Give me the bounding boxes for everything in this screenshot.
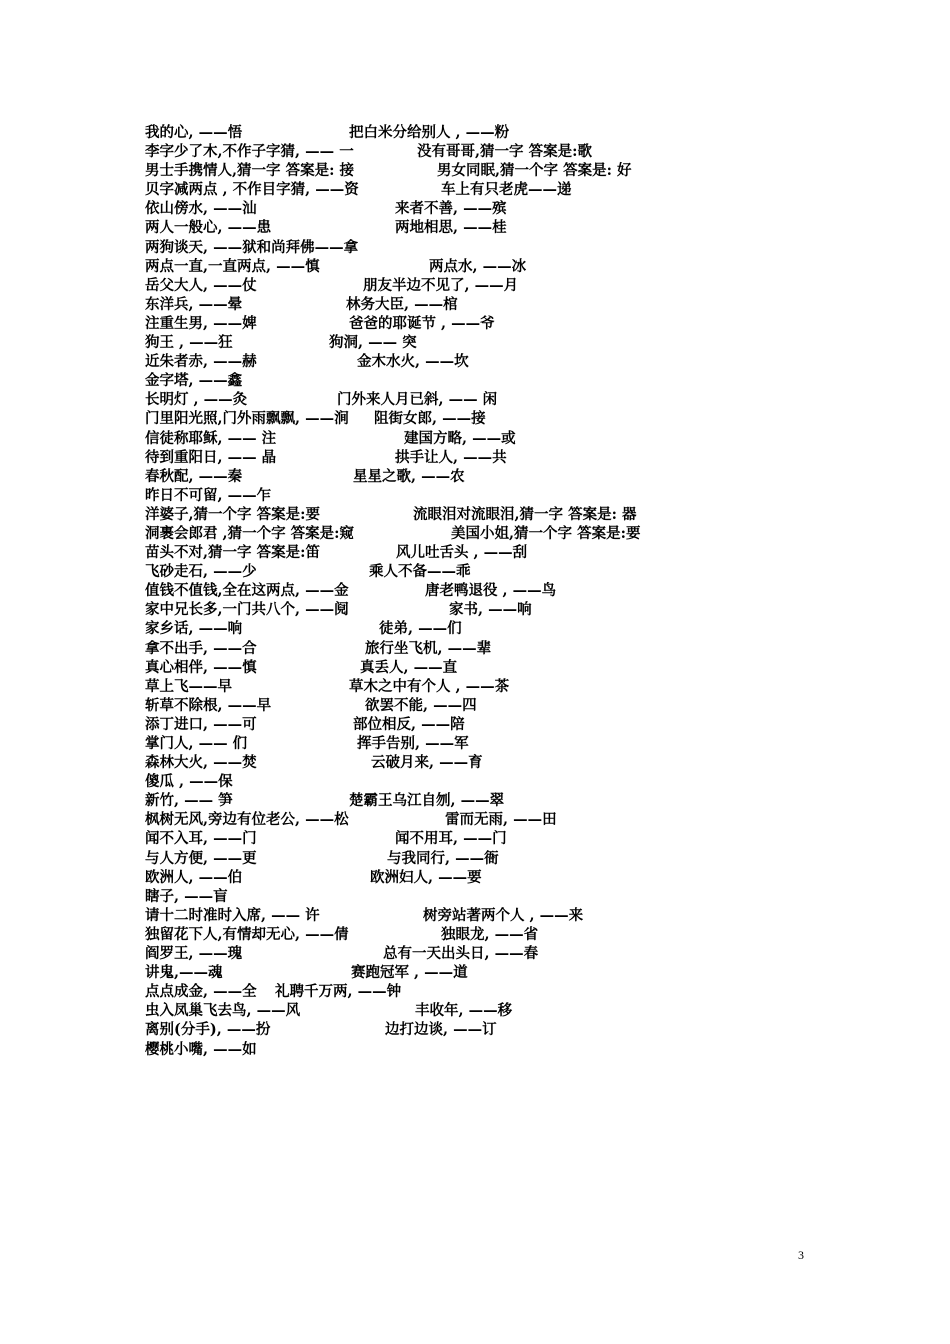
riddle-row	[145, 218, 865, 237]
riddle-right: 礼聘千万两, ——钟	[275, 983, 402, 1001]
riddle-row	[145, 925, 865, 944]
riddle-row	[145, 696, 865, 715]
riddle-row	[145, 352, 865, 371]
riddle-left: 樱桃小嘴, ——如	[145, 1040, 257, 1058]
riddle-row	[145, 276, 865, 295]
riddle-left: 值钱不值钱,全在这两点, ——金	[145, 582, 349, 600]
riddle-left: 近朱者赤, ——赫	[145, 353, 257, 371]
riddle-row	[145, 944, 865, 963]
riddle-row	[145, 868, 865, 887]
riddle-right: 风儿吐舌头 , ——刮	[396, 544, 528, 562]
riddle-right: 狗洞, —— 突	[329, 334, 417, 352]
riddle-left: 两点一直,一直两点, ——慎	[145, 257, 320, 275]
riddle-row	[145, 333, 865, 352]
riddle-right: 雷而无雨, ——田	[445, 811, 557, 829]
riddle-right: 欧洲妇人, ——要	[370, 868, 482, 886]
riddle-left: 两狗谈天, ——狱和尚拜佛——拿	[145, 238, 359, 256]
riddle-right: 男女同眠,猜一个字 答案是: 好	[437, 162, 632, 180]
riddle-left: 新竹, —— 笋	[145, 792, 233, 810]
riddle-left: 傻瓜 , ——保	[145, 773, 233, 791]
riddle-right: 真丢人, ——直	[360, 658, 458, 676]
riddle-left: 家中兄长多,一门共八个, ——阋	[145, 601, 349, 619]
riddle-right: 车上有只老虎——递	[441, 181, 572, 199]
riddle-left: 春秋配, ——秦	[145, 467, 243, 485]
riddle-right: 建国方略, ——或	[404, 429, 516, 447]
riddle-right: 楚霸王乌江自刎, ——翠	[349, 792, 505, 810]
riddle-left: 我的心, ——悟	[145, 124, 243, 141]
riddle-left: 男士手携情人,猜一字 答案是: 接	[145, 162, 354, 180]
riddle-right: 草木之中有个人 , ——茶	[349, 677, 510, 695]
riddle-left: 独留花下人,有情却无心, ——倩	[145, 925, 349, 943]
riddle-left: 阎罗王, ——瑰	[145, 945, 243, 963]
riddle-row	[145, 371, 865, 390]
riddle-left: 讲鬼,——魂	[145, 964, 223, 982]
riddle-row	[145, 486, 865, 505]
riddle-left: 点点成金, ——全	[145, 983, 257, 1001]
riddle-right: 乘人不备——乖	[369, 563, 471, 581]
riddle-right: 丰收年, ——移	[415, 1002, 513, 1020]
riddle-row	[145, 639, 865, 658]
riddle-left: 与人方便, ——更	[145, 849, 257, 867]
riddle-left: 拿不出手, ——合	[145, 639, 257, 657]
riddle-right: 两点水, ——冰	[429, 257, 527, 275]
riddle-left: 苗头不对,猜一字 答案是:笛	[145, 544, 320, 562]
riddle-right: 家书, ——响	[449, 601, 532, 619]
riddle-list	[145, 123, 865, 1059]
riddle-right: 把白米分给别人 , ——粉	[349, 124, 510, 141]
riddle-right: 与我同行, ——衙	[387, 849, 499, 867]
riddle-left: 金字塔, ——鑫	[145, 372, 243, 390]
riddle-row	[145, 467, 865, 486]
riddle-left: 闻不入耳, ——门	[145, 830, 257, 848]
riddle-right: 两地相思, ——桂	[395, 219, 507, 237]
riddle-left: 飞砂走石, ——少	[145, 563, 257, 581]
riddle-left: 添丁进口, ——可	[145, 715, 257, 733]
riddle-left: 真心相伴, ——慎	[145, 658, 257, 676]
riddle-row	[145, 543, 865, 562]
riddle-left: 待到重阳日, —— 晶	[145, 448, 277, 466]
riddle-right: 金木水火, ——坎	[357, 353, 469, 371]
riddle-row	[145, 810, 865, 829]
riddle-left: 草上飞——早	[145, 677, 232, 695]
riddle-row	[145, 887, 865, 906]
riddle-right: 旅行坐飞机, ——辈	[365, 639, 492, 657]
riddle-row	[145, 448, 865, 467]
riddle-left: 贝字减两点 , 不作目字猜, ——资	[145, 181, 359, 199]
riddle-row	[145, 734, 865, 753]
riddle-row	[145, 772, 865, 791]
riddle-left: 森林大火, ——焚	[145, 754, 257, 772]
riddle-row	[145, 390, 865, 409]
riddle-left: 枫树无风,旁边有位老公, ——松	[145, 811, 349, 829]
riddle-left: 斩草不除根, ——早	[145, 696, 272, 714]
riddle-right: 赛跑冠军 , ——道	[351, 964, 468, 982]
riddle-left: 东洋兵, ——晕	[145, 295, 243, 313]
riddle-row	[145, 123, 865, 142]
riddle-row	[145, 180, 865, 199]
riddle-row	[145, 314, 865, 333]
riddle-right: 徒弟, ——们	[379, 620, 462, 638]
riddle-left: 瞎子, ——盲	[145, 887, 228, 905]
riddle-right: 唐老鸭退役 , ——鸟	[425, 582, 557, 600]
riddle-row	[145, 1020, 865, 1039]
riddle-right: 星星之歌, ——农	[353, 467, 465, 485]
riddle-row	[145, 142, 865, 161]
riddle-left: 狗王 , ——狂	[145, 334, 233, 352]
riddle-left: 岳父大人, ——仗	[145, 276, 257, 294]
riddle-left: 虫入凤巢飞去鸟, ——风	[145, 1002, 301, 1020]
riddle-right: 拱手让人, ——共	[395, 448, 507, 466]
riddle-right: 美国小姐,猜一个字 答案是:要	[451, 524, 641, 542]
riddle-right: 总有一天出头日, ——春	[383, 945, 539, 963]
riddle-row	[145, 524, 865, 543]
riddle-right: 部位相反, ——陪	[353, 715, 465, 733]
riddle-row	[145, 829, 865, 848]
riddle-left: 两人一般心, ——患	[145, 219, 272, 237]
riddle-right: 挥手告别, ——军	[357, 735, 469, 752]
riddle-right: 爸爸的耶诞节 , ——爷	[349, 314, 495, 332]
riddle-row	[145, 677, 865, 696]
riddle-right: 林务大臣, ——棺	[346, 295, 458, 313]
riddle-row	[145, 562, 865, 581]
riddle-row	[145, 505, 865, 524]
riddle-row	[145, 849, 865, 868]
riddle-right: 朋友半边不见了, ——月	[363, 276, 519, 294]
riddle-left: 掌门人, —— 们	[145, 735, 248, 752]
riddle-left: 门里阳光照,门外雨飘飘, ——涧	[145, 410, 349, 428]
riddle-row	[145, 1040, 865, 1059]
riddle-left: 家乡话, ——响	[145, 620, 243, 638]
riddle-row	[145, 238, 865, 257]
riddle-right: 阻街女郎, ——接	[374, 410, 486, 428]
riddle-left: 洞裹会郎君 ,猜一个字 答案是:窥	[145, 524, 354, 542]
riddle-row	[145, 161, 865, 180]
riddle-left: 依山傍水, ——汕	[145, 200, 257, 218]
riddle-row	[145, 600, 865, 619]
riddle-row	[145, 906, 865, 925]
riddle-right: 边打边谈, ——订	[385, 1021, 497, 1039]
riddle-right: 闻不用耳, ——门	[395, 830, 507, 848]
riddle-left: 李字少了木,不作子字猜, —— 一	[145, 143, 354, 161]
riddle-right: 独眼龙, ——省	[441, 925, 539, 943]
riddle-row	[145, 409, 865, 428]
riddle-right: 欲罢不能, ——四	[365, 696, 477, 714]
riddle-row	[145, 429, 865, 448]
riddle-row	[145, 982, 865, 1001]
riddle-row	[145, 295, 865, 314]
riddle-left: 注重生男, ——婢	[145, 314, 257, 332]
riddle-right: 流眼泪对流眼泪,猜一字 答案是: 器	[413, 505, 637, 523]
riddle-row	[145, 1001, 865, 1020]
riddle-row	[145, 619, 865, 638]
riddle-left: 昨日不可留, ——乍	[145, 486, 272, 504]
riddle-left: 信徒称耶稣, —— 注	[145, 429, 277, 447]
riddle-left: 请十二时准时入席, —— 许	[145, 906, 320, 924]
page-number: 3	[798, 1248, 804, 1262]
riddle-row	[145, 199, 865, 218]
riddle-left: 欧洲人, ——伯	[145, 868, 243, 886]
riddle-left: 离别(分手), ——扮	[145, 1021, 271, 1039]
riddle-left: 长明灯 , ——灸	[145, 391, 248, 409]
riddle-row	[145, 791, 865, 810]
riddle-row	[145, 581, 865, 600]
riddle-right: 没有哥哥,猜一字 答案是:歌	[417, 143, 592, 161]
riddle-row	[145, 753, 865, 772]
riddle-row	[145, 715, 865, 734]
riddle-left: 洋婆子,猜一个字 答案是:要	[145, 505, 320, 523]
riddle-right: 云破月来, ——育	[371, 754, 483, 772]
riddle-row	[145, 963, 865, 982]
riddle-right: 来者不善, ——殡	[395, 200, 507, 218]
riddle-row	[145, 658, 865, 677]
riddle-right: 门外来人月已斜, —— 闲	[337, 391, 498, 409]
riddle-row	[145, 257, 865, 276]
riddle-right: 树旁站著两个人 , ——来	[423, 906, 584, 924]
